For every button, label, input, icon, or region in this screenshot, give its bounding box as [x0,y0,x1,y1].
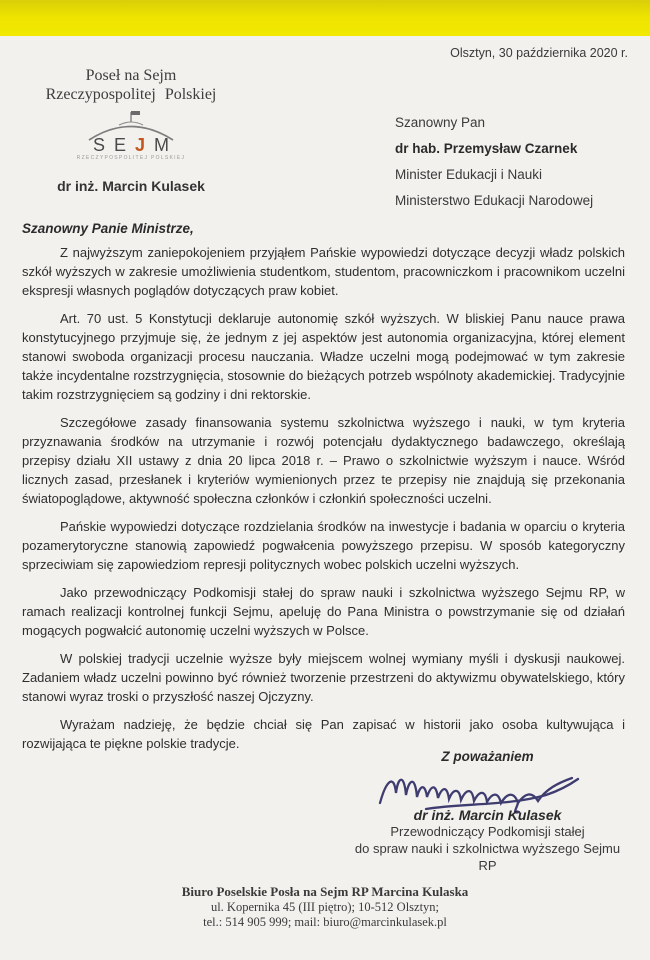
footer-contact: tel.: 514 905 999; mail: biuro@marcinkulasek.pl [203,915,447,929]
recipient-title: Minister Edukacji i Nauki [395,167,543,182]
body-paragraph-2: Art. 70 ust. 5 Konstytucji deklaruje autonomię szkół wyższych. W bliskiej Panu nauce prawa konstytucyjnego przyjmuje się, że jednym z jej aspektów jest autonomia organizacyjna, której element stanowi swoboda organizacji procesu nauczania. Władze uczelni mogą podejmować w tym zakresie także incydentalne rozstrzygnięcia, stosownie do bieżących potrzeb wspólnoty akademickiej. Tradycyjnie takim rozstrzygnięciem są godziny i dni rektorskie. [22,311,625,402]
body-paragraph-3: Szczegółowe zasady finansowania systemu szkolnictwa wyższego i nauki, w tym kryteria przyznawania środków na utrzymanie i rozwój potencjału dydaktycznego badawczego, określają przepisy działu XII ustawy z dnia 20 lipca 2018 r. – Prawo o szkolnictwie wyższym i nauce. Wśród licznych zasad, przesłanek i kryteriów wymienionych przez te przepisy nie znajdują się przekonania światopoglądowe, aktywność społeczna członków i członkiń społeczności uczelni. [22,415,625,506]
sejm-logo [26,109,236,161]
signature-name: dr inż. Marcin Kulasek [413,807,562,823]
body-paragraph-1: Z najwyższym zaniepokojeniem przyjąłem Pańskie wypowiedzi dotyczące decyzji władz polskich szkół wyższych w zakresie umożliwienia studentkom, studentom, pracowniczkom i pracownikom uczelni ekspresji własnych poglądów dotyczących praw kobiet. [22,245,625,298]
body-paragraph-6: W polskiej tradycji uczelnie wyższe były miejscem wolnej wymiany myśli i dyskusji naukowej. Zadaniem władz uczelni powinno być również tworzenie przestrzeni do aktywizmu obywatelskiego, który stanowi wyraz troski o przyszłość naszej Ojczyzny. [22,651,625,704]
top-yellow-bar [0,0,650,36]
date-line: Olsztyn, 30 października 2020 r. [450,46,628,60]
sender-name: dr inż. Marcin Kulasek [57,178,205,194]
signer-title-line2: do spraw nauki i szkolnictwa wyższego Sejmu RP [354,841,621,873]
sejm-logo-subtext: RZECZYPOSPOLITEJ POLSKIEJ [76,155,186,161]
letter-salutation: Szanowny Panie Ministrze, [22,221,194,236]
valediction: Z poważaniem [441,749,534,764]
footer-office-name: Biuro Poselskie Posła na Sejm RP Marcina Kulaska [181,884,469,899]
body-paragraph-5: Jako przewodniczący Podkomisji stałej do spraw nauki i szkolnictwa wyższego Sejmu RP, w ramach realizacji kontrolnej funkcji Sejmu, apeluję do Pana Ministra o powstrzymanie się od działań mogących pogwałcić autonomię uczelni wyższych w Polsce. [22,585,625,638]
recipient-salutation: Szanowny Pan [395,115,486,130]
recipient-block [395,110,593,214]
logo-letter-j: J [135,135,155,155]
sender-title-line1: Poseł na Sejm [85,67,177,84]
signer-title-line1: Przewodniczący Podkomisji stałej [390,824,585,839]
closing-block [345,749,630,874]
logo-letter-e: E [113,135,135,155]
sejm-logo-letters [26,135,236,155]
sender-block [26,66,236,194]
sender-title-line2: Rzeczypospolitej Polskiej [45,86,217,103]
footer-address: ul. Kopernika 45 (III piętro); 10-512 Olsztyn; [210,900,440,914]
body-paragraph-4: Pańskie wypowiedzi dotyczące rozdzielania środków na inwestycje i badania w oparciu o kryteria pozamerytoryczne stanowią zapowiedź pogwałcenia powyższego przepisu. W sposób kategoryczny sprzeciwiam się zapowiedziom represji politycznych wobec polskich uczelni wyższych. [22,519,625,572]
recipient-name: dr hab. Przemysław Czarnek [395,141,578,156]
logo-letter-s: S [92,135,114,155]
office-footer [0,884,650,930]
letter-body [22,243,625,762]
recipient-ministry: Ministerstwo Edukacji Narodowej [395,193,594,208]
body-paragraph-7: Wyrażam nadzieję, że będzie chciał się Pan zapisać w historii jako osoba kultywująca i rozwijająca te piękne polskie tradycje. [22,717,625,751]
handwritten-signature [345,765,630,811]
logo-letter-m: M [154,135,179,155]
